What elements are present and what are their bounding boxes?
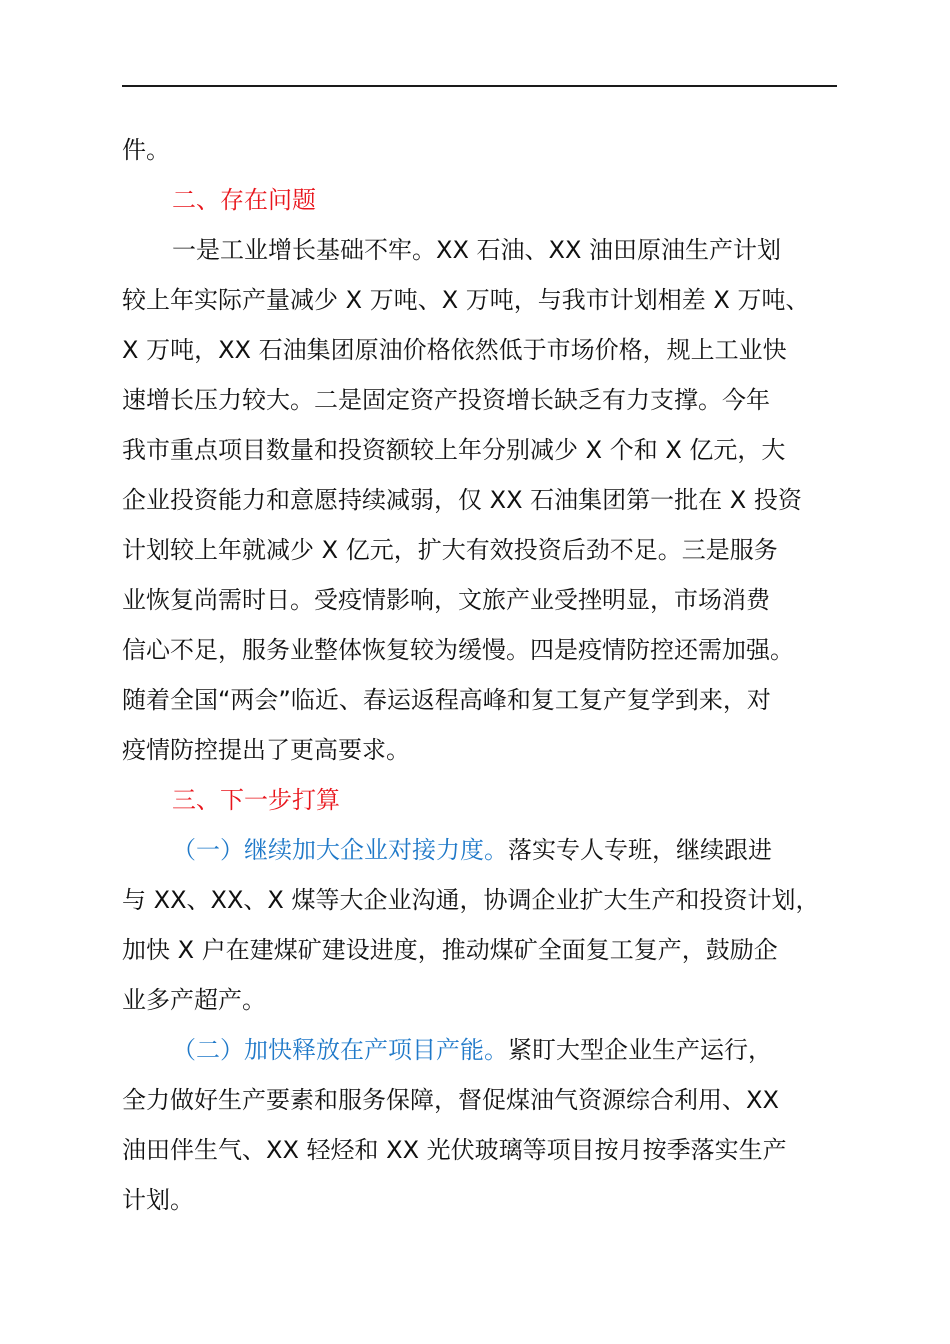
section-two-heading: 二、存在问题 — [172, 186, 316, 214]
section-two-line: 业恢复尚需时日。受疫情影响，文旅产业受挫明显，市场消费 — [122, 586, 770, 614]
section-three-heading: 三、下一步打算 — [172, 786, 340, 814]
item-one-title: （一）继续加大企业对接力度。 — [172, 836, 508, 864]
item-one-text: 落实专人专班，继续跟进 — [508, 836, 772, 864]
section-two-line: 随着全国“两会”临近、春运返程高峰和复工复产复学到来，对 — [122, 686, 771, 714]
item-one-line: 加快 X 户在建煤矿建设进度，推动煤矿全面复工复产，鼓励企 — [122, 936, 778, 964]
section-two-line: 企业投资能力和意愿持续减弱，仅 XX 石油集团第一批在 X 投资 — [122, 486, 802, 514]
section-two-line: 信心不足，服务业整体恢复较为缓慢。四是疫情防控还需加强。 — [122, 636, 794, 664]
section-two-line: 速增长压力较大。二是固定资产投资增长缺乏有力支撑。今年 — [122, 386, 770, 414]
continuation-line: 件。 — [122, 136, 170, 164]
item-two-line: 计划。 — [122, 1186, 194, 1214]
item-one-line: 与 XX、XX、X 煤等大企业沟通，协调企业扩大生产和投资计划， — [122, 886, 820, 914]
section-two-line: 疫情防控提出了更高要求。 — [122, 736, 410, 764]
item-two-text: 紧盯大型企业生产运行， — [508, 1036, 772, 1064]
section-two-line: X 万吨，XX 石油集团原油价格依然低于市场价格，规上工业快 — [122, 336, 787, 364]
section-two-line: 较上年实际产量减少 X 万吨、X 万吨，与我市计划相差 X 万吨、 — [122, 286, 810, 314]
item-two-line: 油田伴生气、XX 轻烃和 XX 光伏玻璃等项目按月按季落实生产 — [122, 1136, 787, 1164]
item-two-title: （二）加快释放在产项目产能。 — [172, 1036, 508, 1064]
section-two-line: 一是工业增长基础不牢。XX 石油、XX 油田原油生产计划 — [172, 236, 782, 264]
item-two-first-line — [172, 1030, 772, 1070]
item-one-first-line — [172, 830, 772, 870]
header-rule — [122, 85, 837, 87]
item-two-line: 全力做好生产要素和服务保障，督促煤油气资源综合利用、XX — [122, 1086, 779, 1114]
section-two-line: 计划较上年就减少 X 亿元，扩大有效投资后劲不足。三是服务 — [122, 536, 778, 564]
section-two-line: 我市重点项目数量和投资额较上年分别减少 X 个和 X 亿元，大 — [122, 436, 786, 464]
item-one-line: 业多产超产。 — [122, 986, 266, 1014]
